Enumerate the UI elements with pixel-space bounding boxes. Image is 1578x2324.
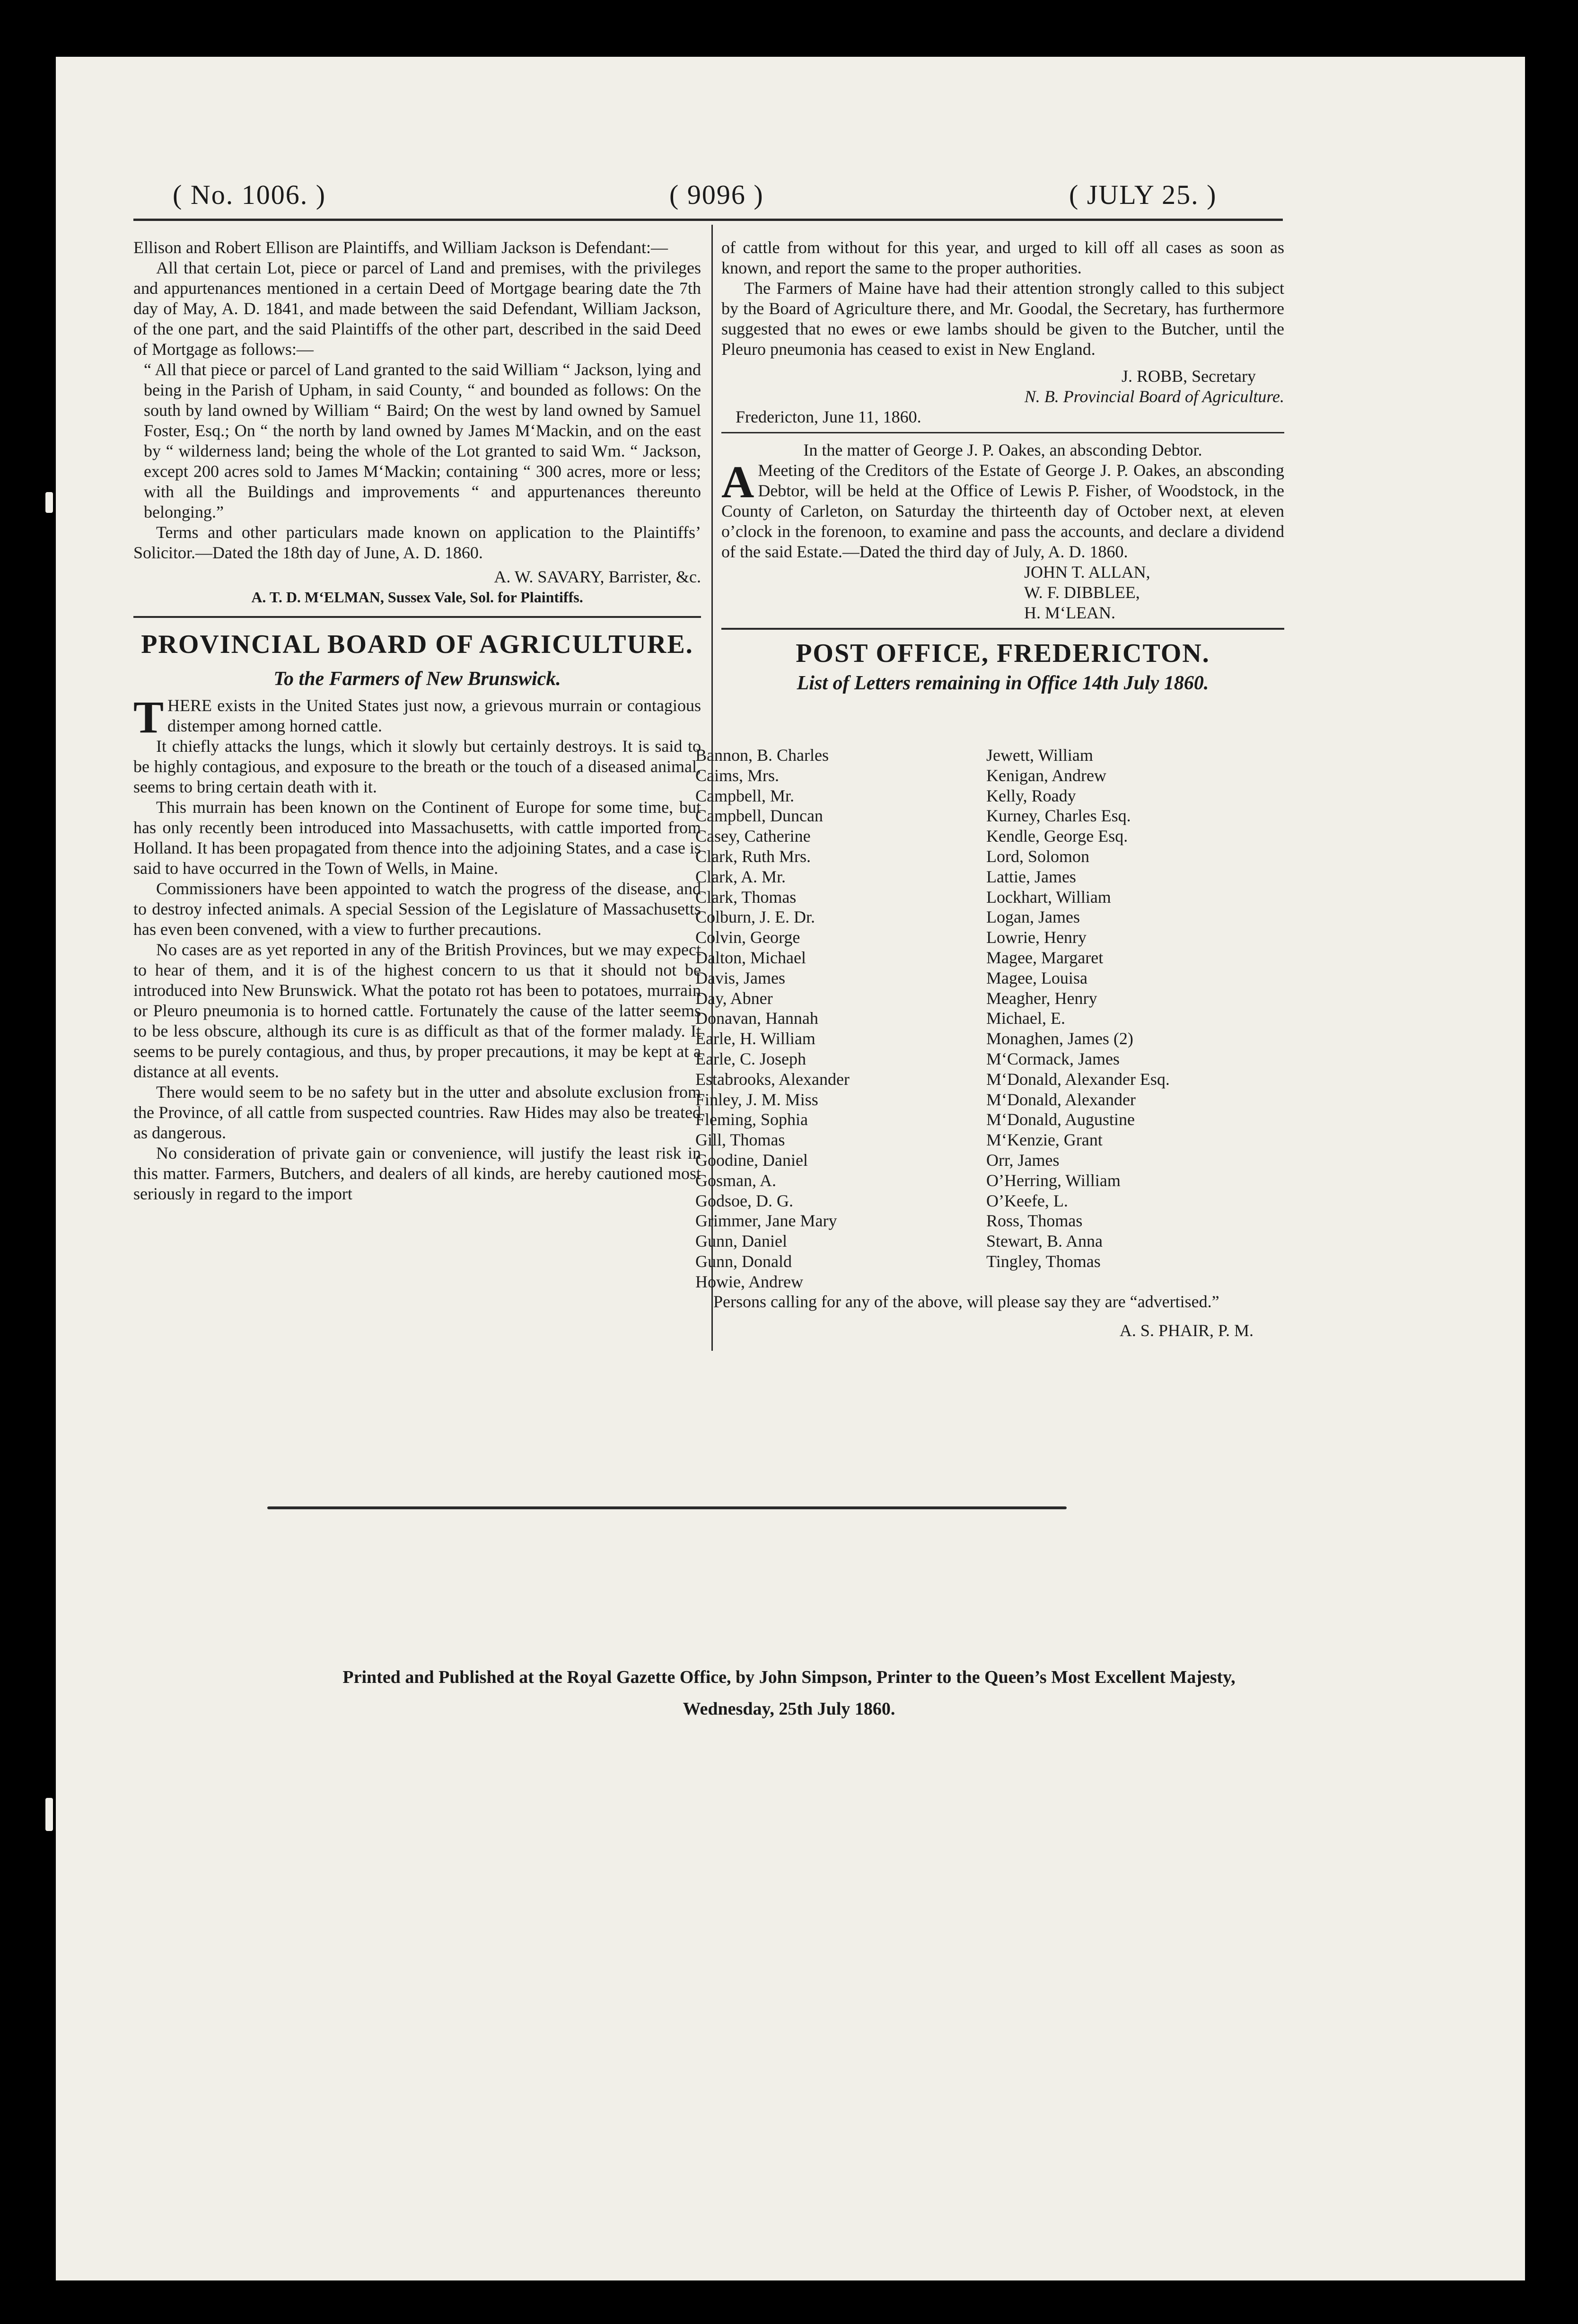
letter-entry: Fleming, Sophia — [695, 1110, 808, 1129]
creditors-notice: Meeting of the Creditors of the Estate of George J. P. Oakes, an absconding Debtor, will be held at the Office of Lewis P. Fisher, of Woodstock, in the County of Carleton, on Saturday the thirteenth day of October next, at eleven o’clock in the forenoon, to examine and pass the accounts, and declare a dividend of the said Estate.—Dated the third day of July, A. D. 1860. — [721, 461, 1284, 561]
letter-entry: Kendle, George Esq. — [986, 827, 1128, 846]
letter-entry: M‘Cormack, James — [986, 1049, 1120, 1068]
section-rule — [133, 616, 701, 618]
letter-entry: Goodine, Daniel — [695, 1150, 808, 1170]
letter-entry: Kelly, Roady — [986, 786, 1076, 805]
board-paragraph: It chiefly attacks the lungs, which it slowly but certainly destroys. It is said to be highly contagious, and exposure to the breath or the touch of a diseased animal, seems to bring certain death with it. — [133, 737, 701, 796]
letter-entry: Grimmer, Jane Mary — [695, 1211, 837, 1231]
signature-robb: J. ROBB, Secretary — [1122, 367, 1256, 386]
letter-entry: Caims, Mrs. — [695, 766, 780, 785]
letter-entry: Magee, Margaret — [986, 948, 1104, 967]
notice-paragraph: Terms and other particulars made known on application to the Plaintiffs’ Solicitor.—Dated the 18th day of June, A. D. 1860. — [133, 523, 701, 562]
letter-entry: Earle, C. Joseph — [695, 1049, 806, 1068]
page-number: ( 9096 ) — [669, 179, 764, 210]
signature-savary: A. W. SAVARY, Barrister, &c. — [494, 567, 701, 586]
letter-entry: Lowrie, Henry — [986, 928, 1087, 947]
post-office-note: Persons calling for any of the above, will please say they are “advertised.” — [713, 1292, 1219, 1311]
closing-rule — [267, 1506, 1067, 1509]
letter-entry: Donavan, Hannah — [695, 1009, 818, 1028]
signature-board: N. B. Provincial Board of Agriculture. — [1024, 387, 1284, 406]
issue-number: ( No. 1006. ) — [173, 179, 326, 210]
letter-entry: M‘Kenzie, Grant — [986, 1130, 1103, 1150]
letter-entry: Logan, James — [986, 907, 1080, 927]
board-paragraph: Commissioners have been appointed to watch the progress of the disease, and to destroy infected animals. A special Session of the Legislature of Massachusetts has even been convened, with a view to further precautions. — [133, 879, 701, 939]
board-paragraph: No consideration of private gain or convenience, will justify the least risk in this matter. Farmers, Butchers, and dealers of all kinds, are hereby cautioned most seriously in regard to the import — [133, 1144, 701, 1203]
letter-entry: Magee, Louisa — [986, 968, 1087, 987]
board-paragraph: There would seem to be no safety but in the utter and absolute exclusion from the Province, of all cattle from suspected countries. Raw Hides may also be treated as dangerous. — [133, 1083, 701, 1142]
left-column — [133, 238, 701, 1204]
imprint-date: Wednesday, 25th July 1860. — [683, 1699, 895, 1719]
letter-entry: Lockhart, William — [986, 887, 1111, 907]
board-subtitle: To the Farmers of New Brunswick. — [273, 668, 561, 690]
letter-entry: M‘Donald, Alexander — [986, 1090, 1136, 1109]
right-column — [721, 238, 1284, 695]
signatory: JOHN T. ALLAN, — [1024, 563, 1150, 581]
letter-entry: Gosman, A. — [695, 1171, 776, 1190]
letter-entry: Monaghen, James (2) — [986, 1029, 1133, 1048]
letter-entry: Lattie, James — [986, 867, 1076, 886]
drop-cap: A — [721, 457, 754, 507]
section-rule — [721, 432, 1284, 433]
letter-entry: Colburn, J. E. Dr. — [695, 907, 815, 927]
letter-entry: Gill, Thomas — [695, 1130, 785, 1150]
drop-cap: T — [133, 692, 164, 742]
notice-heading: In the matter of George J. P. Oakes, an absconding Debtor. — [803, 440, 1202, 459]
post-office-subtitle: List of Letters remaining in Office 14th July 1860. — [797, 672, 1209, 694]
letter-entry: O’Herring, William — [986, 1171, 1121, 1190]
letter-entry: Colvin, George — [695, 928, 800, 947]
letter-entry: Day, Abner — [695, 988, 773, 1008]
letter-entry: Tingley, Thomas — [986, 1251, 1101, 1271]
letter-entry: Estabrooks, Alexander — [695, 1069, 850, 1089]
letter-entry: Clark, A. Mr. — [695, 867, 786, 886]
board-title: PROVINCIAL BOARD OF AGRICULTURE. — [141, 630, 693, 659]
letter-entry: Stewart, B. Anna — [986, 1232, 1103, 1251]
letter-entry: Ross, Thomas — [986, 1211, 1083, 1231]
letter-entry: Clark, Ruth Mrs. — [695, 846, 811, 866]
letter-entry: Clark, Thomas — [695, 887, 797, 907]
board-paragraph: The Farmers of Maine have had their attention strongly called to this subject by the Board of Agriculture there, and Mr. Goodal, the Secretary, has furthermore suggested that no ewes or ewe lambs should be given to the Butcher, until the Pleuro pneumonia has ceased to exist in New England. — [721, 279, 1284, 359]
letter-entry: Jewett, William — [986, 746, 1093, 765]
letter-entry: Earle, H. William — [695, 1029, 815, 1048]
post-office-title: POST OFFICE, FREDERICTON. — [796, 639, 1210, 668]
header-rule — [133, 219, 1283, 221]
board-paragraph: This murrain has been known on the Continent of Europe for some time, but has only recently been introduced into Massachusetts, with cattle imported from Holland. It has been propagated from thence into the adjoining States, and a case is said to have occurred in the Town of Wells, in Maine. — [133, 798, 701, 878]
letter-entry: Howie, Andrew — [695, 1272, 803, 1291]
scan-mark — [45, 1798, 53, 1831]
dateline: Fredericton, June 11, 1860. — [736, 407, 921, 426]
notice-paragraph: All that certain Lot, piece or parcel of Land and premises, with the privileges and appurtenances mentioned in a certain Deed of Mortgage bearing date the 7th day of May, A. D. 1841, and made between the said Defendant, William Jackson, of the one part, and the said Plaintiffs of the other part, described in the said Deed of Mortgage as follows:— — [133, 258, 701, 359]
letter-entry: Campbell, Duncan — [695, 806, 823, 826]
board-paragraph: HERE exists in the United States just now, a grievous murrain or contagious distemper among horned cattle. — [167, 696, 701, 735]
letter-entry: Meagher, Henry — [986, 988, 1097, 1008]
section-rule — [721, 628, 1284, 630]
letter-entry: Davis, James — [695, 968, 785, 987]
letter-entry: Finley, J. M. Miss — [695, 1090, 818, 1109]
notice-quotation: “ All that piece or parcel of Land granted to the said William “ Jackson, lying and being in the Parish of Upham, in said County, “ and bounded as follows: On the south by land owned by William “ Baird; On the west by land owned by Samuel Foster, Esq.; On “ the north by land owned by James M‘Mackin, and on the east by “ wilderness land; being the whole of the Lot granted to said Wm. “ Jackson, except 200 acres sold to James M‘Mackin; containing “ 300 acres, more or less; with all the Buildings and improvements “ and appurtenances thereunto belonging.” — [144, 360, 701, 521]
letter-entry: Kenigan, Andrew — [986, 766, 1106, 785]
postmaster-signature: A. S. PHAIR, P. M. — [1119, 1321, 1254, 1340]
letter-entry: O’Keefe, L. — [986, 1191, 1068, 1210]
letter-entry: Campbell, Mr. — [695, 786, 794, 805]
letter-entry: Bannon, B. Charles — [695, 746, 829, 765]
letter-entry: Dalton, Michael — [695, 948, 806, 967]
board-continuation: of cattle from without for this year, and urged to kill off all cases as soon as known, and report the same to the proper authorities. — [721, 238, 1284, 277]
letter-entry: Casey, Catherine — [695, 827, 811, 846]
signatory: H. M‘LEAN. — [1024, 603, 1115, 622]
signatory: W. F. DIBBLEE, — [1024, 583, 1140, 602]
letter-entry: Gunn, Donald — [695, 1251, 792, 1271]
letters-list-second — [986, 745, 1280, 1272]
notice-continuation: Ellison and Robert Ellison are Plaintiffs, and William Jackson is Defendant:— — [133, 238, 668, 257]
board-paragraph: No cases are as yet reported in any of the British Provinces, but we may expect to hear of them, and it is of the highest concern to us that it should not be introduced into New Brunswick. What the potato rot has been to potatoes, murrain or Pleuro pneumonia is to horned cattle. Fortunately the cause of the latter seems to be less obscure, although its cure is as difficult as that of the former malady. It seems to be purely contagious, and thus, by proper precautions, it may be kept at a distance at all events. — [133, 940, 701, 1081]
letter-entry: M‘Donald, Augustine — [986, 1110, 1135, 1129]
issue-date: ( JULY 25. ) — [1069, 179, 1217, 210]
post-office-note-block — [691, 1292, 1282, 1341]
letter-entry: Kurney, Charles Esq. — [986, 806, 1131, 826]
letter-entry: Michael, E. — [986, 1009, 1065, 1028]
letter-entry: Orr, James — [986, 1150, 1060, 1170]
letter-entry: Lord, Solomon — [986, 846, 1090, 866]
imprint-line: Printed and Published at the Royal Gazette Office, by John Simpson, Printer to the Queen’s Most Excellent Majesty, — [342, 1667, 1236, 1687]
letters-list-first — [695, 745, 960, 1292]
letter-entry: Godsoe, D. G. — [695, 1191, 793, 1210]
letter-entry: M‘Donald, Alexander Esq. — [986, 1069, 1170, 1089]
signature-solicitor: A. T. D. M‘ELMAN, Sussex Vale, Sol. for Plaintiffs. — [251, 589, 583, 606]
scan-mark — [45, 492, 53, 513]
letter-entry: Gunn, Daniel — [695, 1232, 787, 1251]
